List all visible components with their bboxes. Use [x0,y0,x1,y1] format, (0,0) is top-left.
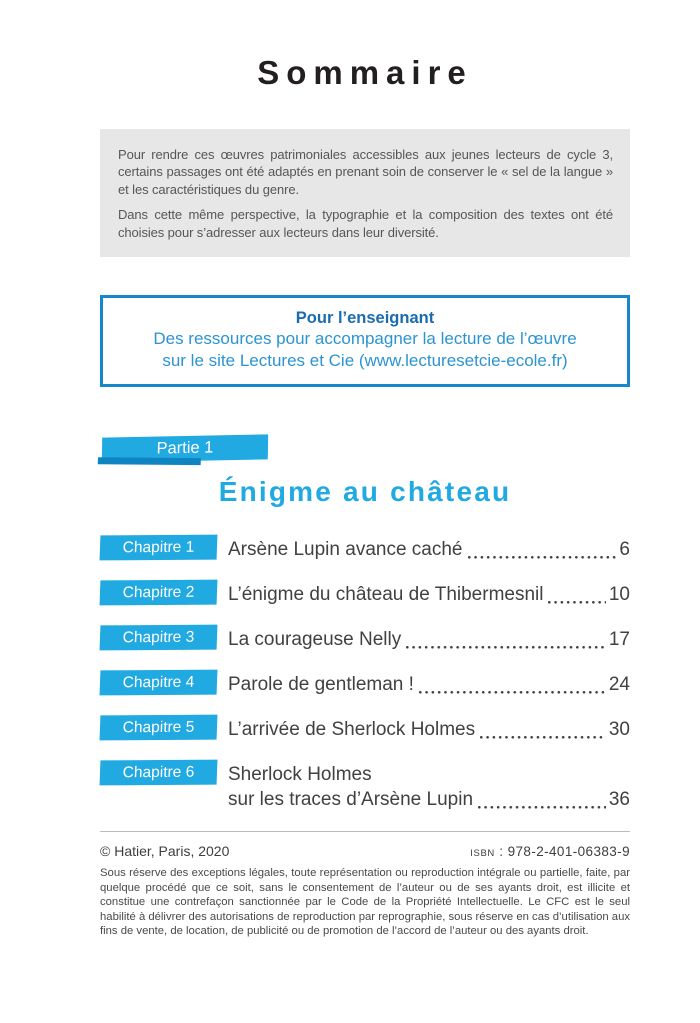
table-of-contents [100,535,630,812]
teacher-box-line-2: sur le site Lectures et Cie (www.lecturesetcie-ecole.fr) [162,350,568,370]
intro-paragraph-2: Dans cette même perspective, la typographie et la composition des textes ont été choisies pour s’adresser aux lecteurs dans leur diversité. [118,207,613,240]
isbn-label: ISBN [470,848,495,859]
page-title: Sommaire [257,54,473,91]
chapter-badge: Chapitre 3 [100,625,218,651]
chapter-entry-line [228,717,630,742]
chapter-badge: Chapitre 2 [100,580,218,606]
chapter-title: La courageuse Nelly [228,629,402,651]
dot-leader [478,806,606,809]
chapter-entry-line [228,582,630,607]
chapter-title: L’arrivée de Sherlock Holmes [228,719,476,741]
footer-divider [100,831,630,832]
chapter-title-line-2: sur les traces d’Arsène Lupin [228,789,474,811]
chapter-entry [228,625,630,652]
dot-leader [548,601,605,604]
isbn [470,843,630,861]
toc-row-chapter-4 [100,670,630,697]
chapter-entry [228,715,630,742]
part-badge-wrap [100,436,630,462]
chapter-entry [228,535,630,562]
page-content [100,0,630,830]
imprint-row [100,843,630,861]
chapter-badge: Chapitre 4 [100,670,218,696]
chapter-title: Arsène Lupin avance caché [228,539,463,561]
chapter-title: L’énigme du château de Thibermesnil [228,584,544,606]
part-badge: Partie 1 [102,434,268,462]
part-heading: Énigme au château [218,476,512,508]
chapter-badge: Chapitre 5 [100,715,218,741]
intro-note-box [100,129,630,257]
copyright-notice: © Hatier, Paris, 2020 [100,843,230,859]
chapter-entry-line [228,537,630,562]
dot-leader [419,691,606,694]
chapter-entry-line [228,627,630,652]
chapter-entry-line [228,787,630,812]
dot-leader [406,646,606,649]
chapter-entry [228,670,630,697]
chapter-page-number: 36 [608,789,630,811]
toc-row-chapter-2 [100,580,630,607]
legal-notice: Sous réserve des exceptions légales, toute représentation ou reproduction intégrale ou partielle, faite, par quelque procédé que ce soit, sans le consentement de l’auteur ou de ses ayants droit, est illicite et constitue une contrefaçon sanctionnée par le Code de la Propriété Intellectuelle. Le CFC est le seul habilité à délivrer des autorisations de reproduction par reprographie, sous réserve en cas d’utilisation aux fins de vente, de location, de publicité ou de promotion de l’accord de l’auteur ou des ayants droit. [100,867,630,938]
toc-row-chapter-5 [100,715,630,742]
dot-leader [468,556,617,559]
isbn-value: : 978-2-401-06383-9 [499,844,630,859]
chapter-badge: Chapitre 1 [100,535,218,561]
teacher-box-line-1: Des ressources pour accompagner la lecture de l’œuvre [153,329,577,349]
chapter-page-number: 24 [608,674,630,696]
chapter-entry-line [228,672,630,697]
intro-paragraph-1: Pour rendre ces œuvres patrimoniales accessibles aux jeunes lecteurs de cycle 3, certains passages ont été adaptés en prenant soin de conserver le « sel de la langue » et les caractéristiques du genre. [118,147,613,197]
teacher-resources-box [100,295,630,387]
teacher-box-title: Pour l’enseignant [295,309,435,328]
toc-row-chapter-6 [100,760,630,812]
chapter-entry [228,580,630,607]
chapter-page-number: 10 [608,584,630,606]
chapter-page-number: 30 [608,719,630,741]
chapter-entry [228,760,630,812]
toc-row-chapter-3 [100,625,630,652]
imprint-footer [100,831,630,939]
chapter-badge: Chapitre 6 [100,760,218,786]
toc-row-chapter-1 [100,535,630,562]
chapter-page-number: 6 [619,539,630,561]
dot-leader [480,736,606,739]
chapter-title: Parole de gentleman ! [228,674,414,696]
chapter-title-line-1: Sherlock Holmes [228,764,372,786]
chapter-page-number: 17 [608,629,630,651]
